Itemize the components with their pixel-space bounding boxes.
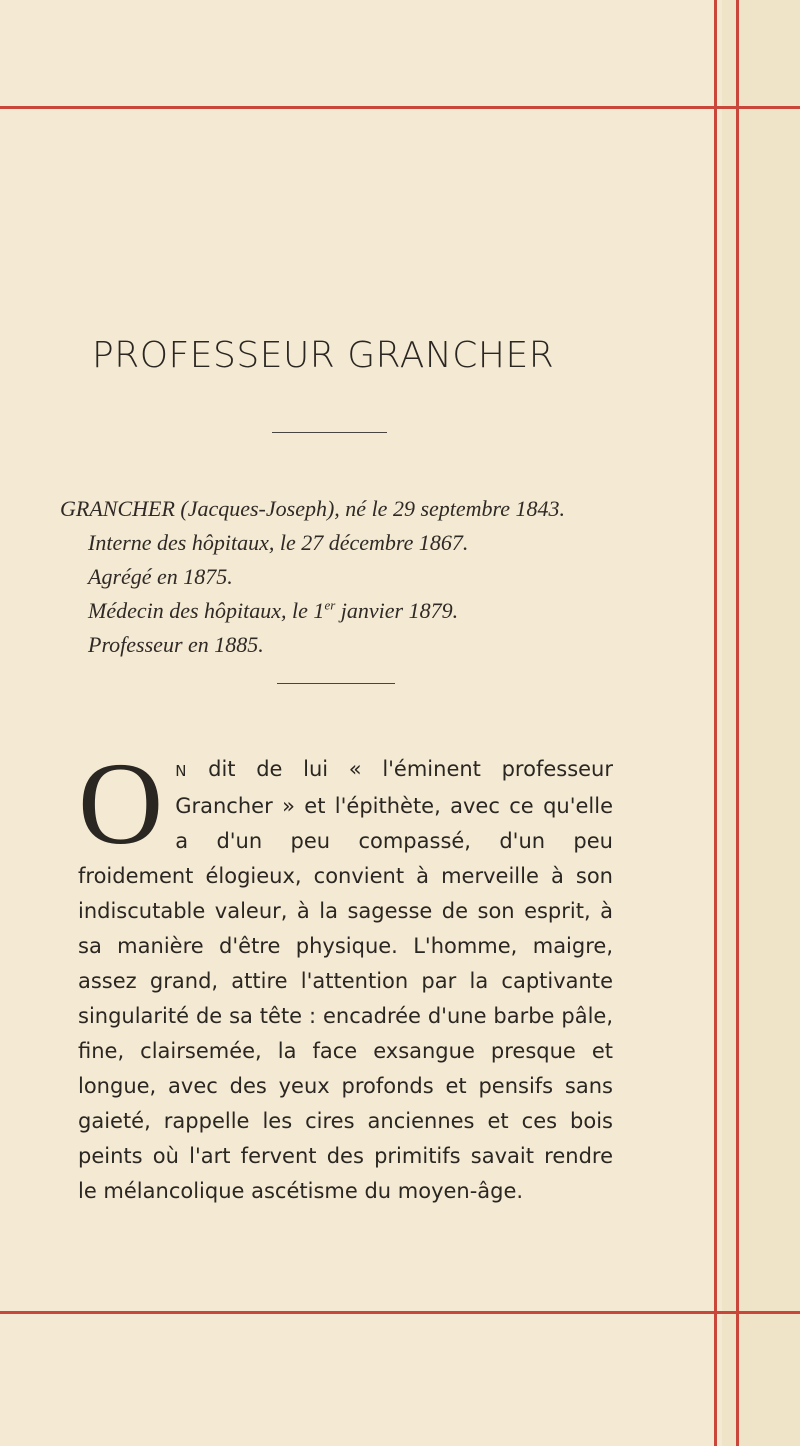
bio-separator [277,683,395,684]
drop-cap: O [78,738,164,869]
bio-line-medecin [60,594,660,628]
bio-medecin-superscript: er [324,597,336,613]
top-red-rule [0,106,800,109]
biography-block [60,492,660,662]
bio-line-interne: Interne des hôpitaux, le 27 décembre 1867. [88,530,469,555]
left-red-margin-rule [714,0,717,1446]
paragraph-text: dit de lui « l'éminent professeur Grancher » et l'épithète, avec ce qu'elle a d'un peu compassé, d'un peu froidement élogieux, convient à merveille à son indiscutable valeur, à la sagesse de son esprit, à sa manière d'être physique. L'homme, maigre, assez grand, attire l'attention par la captivante singularité de sa tête : encadrée d'une barbe pâle, fine, clairsemée, la face exsangue presque et longue, avec des yeux profonds et pensifs sans gaieté, rappelle les cires anciennes et ces bois peints où l'art fervent des primitifs savait rendre le mélancolique ascétisme du moyen-âge. [78,757,613,1203]
page-title: PROFESSEUR GRANCHER [92,335,555,376]
page-edge [722,0,800,1446]
bio-line-professeur: Professeur en 1885. [88,632,264,657]
right-red-margin-rule [736,0,739,1446]
bio-medecin-date: janvier 1879. [335,598,459,623]
title-separator [272,432,387,433]
article-paragraph [78,738,613,1209]
bio-line-birth: GRANCHER (Jacques-Joseph), né le 29 septembre 1843. [60,496,566,521]
bottom-red-rule [0,1311,800,1314]
first-word-smallcap: N [175,762,188,780]
bio-line-agrege: Agrégé en 1875. [88,564,233,589]
bio-medecin-text: Médecin des hôpitaux, le 1 [88,598,325,623]
